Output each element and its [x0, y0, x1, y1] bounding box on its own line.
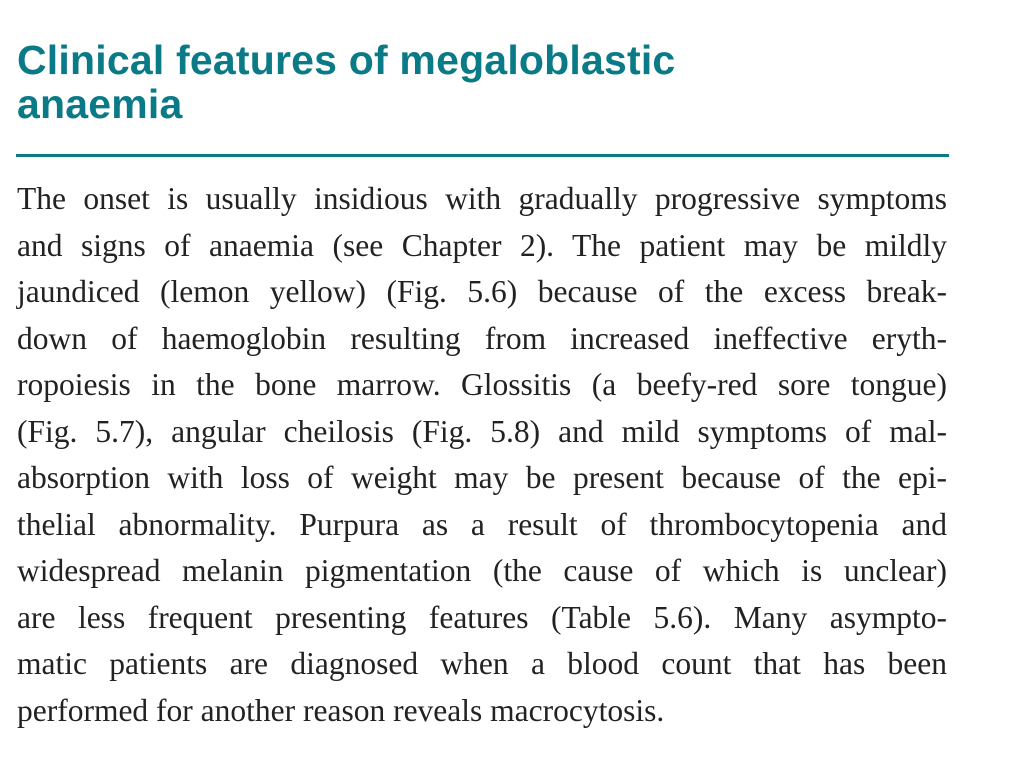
paragraph-line-2: and signs of anaemia (see Chapter 2). The patient may be mildly	[17, 227, 947, 263]
paragraph-line-7: absorption with loss of weight may be present because of the epi-	[17, 460, 947, 495]
paragraph-line-5: ropoiesis in the bone marrow. Glossitis (a beefy-red sore tongue)	[17, 367, 947, 402]
paragraph-line-4: down of haemoglobin resulting from increased ineffective eryth-	[17, 320, 947, 356]
section-heading	[17, 38, 949, 126]
paragraph-line-8: thelial abnormality. Purpura as a result of thrombocytopenia and	[17, 506, 947, 542]
body-paragraph	[17, 176, 947, 734]
paragraph-line-6: (Fig. 5.7), angular cheilosis (Fig. 5.8) and mild symptoms of mal-	[17, 413, 947, 449]
heading-divider	[16, 154, 949, 157]
paragraph-line-9: widespread melanin pigmentation (the cause of which is unclear)	[17, 553, 947, 588]
paragraph-line-12: performed for another reason reveals macrocytosis.	[17, 692, 665, 728]
paragraph-line-1: The onset is usually insidious with gradually progressive symptoms	[17, 181, 947, 216]
heading-line-2: anaemia	[17, 81, 183, 127]
paragraph-line-11: matic patients are diagnosed when a blood count that has been	[17, 646, 947, 681]
heading-line-1: Clinical features of megaloblastic	[17, 37, 676, 83]
paragraph-line-10: are less frequent presenting features (Table 5.6). Many asympto-	[17, 599, 947, 635]
paragraph-line-3: jaundiced (lemon yellow) (Fig. 5.6) because of the excess break-	[17, 274, 947, 309]
